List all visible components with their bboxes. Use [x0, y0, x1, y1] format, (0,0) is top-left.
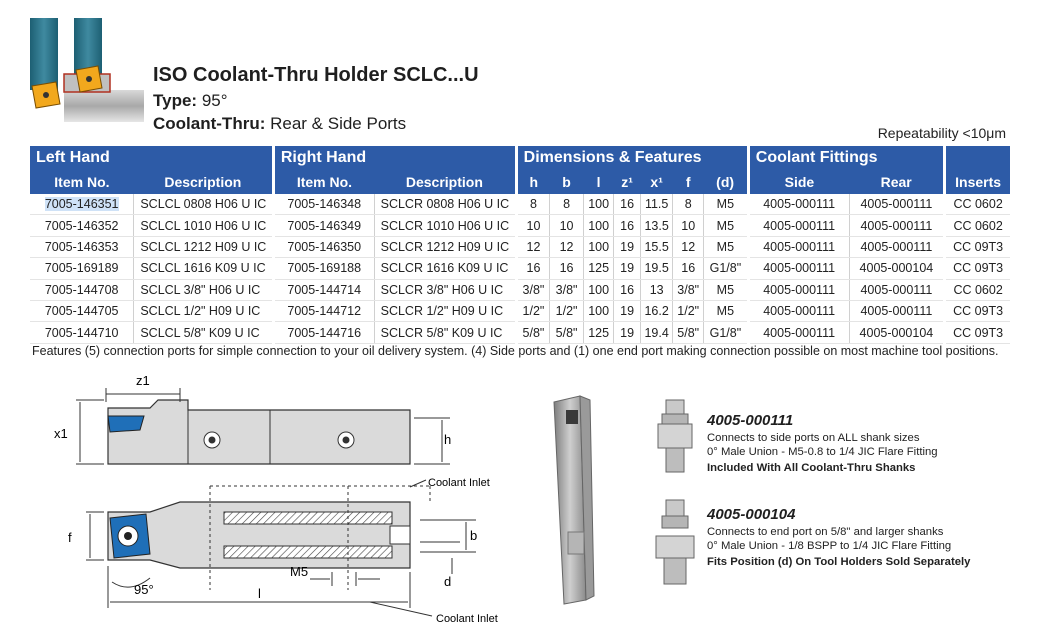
type-label: Type: [153, 91, 198, 110]
cell-b: 12 [550, 236, 584, 257]
cell-side: 4005-000111 [748, 236, 849, 257]
cell-b: 5/8" [550, 322, 584, 343]
col-side: Side [748, 170, 849, 194]
dim-l: l [258, 586, 261, 601]
cell-inserts: CC 0602 [945, 279, 1010, 300]
cell-x1: 15.5 [640, 236, 673, 257]
cell-side: 4005-000111 [748, 194, 849, 215]
lh-description: SCLCL 1212 H09 U IC [134, 236, 273, 257]
repeatability-note: Repeatability <10μm [877, 125, 1006, 141]
rh-description: SCLCR 0808 H06 U IC [374, 194, 516, 215]
type-line [153, 91, 228, 111]
cell-side: 4005-000111 [748, 215, 849, 236]
cell-inserts: CC 09T3 [945, 300, 1010, 321]
cell-b: 16 [550, 258, 584, 279]
col-f: f [673, 170, 704, 194]
cell-x1: 19.5 [640, 258, 673, 279]
cell-l: 125 [583, 322, 614, 343]
rh-item-no: 7005-144714 [273, 279, 374, 300]
cell-b: 8 [550, 194, 584, 215]
cell-z1: 16 [614, 194, 640, 215]
type-value: 95° [201, 91, 228, 110]
cell-inserts: CC 0602 [945, 215, 1010, 236]
cell-d: G1/8" [703, 258, 748, 279]
side-view [76, 388, 450, 464]
cell-f: 8 [673, 194, 704, 215]
cell-l: 100 [583, 194, 614, 215]
cell-h: 5/8" [516, 322, 550, 343]
table-row [30, 194, 1010, 215]
cell-rear: 4005-000111 [849, 279, 945, 300]
dim-d: d [444, 574, 452, 589]
cell-l: 100 [583, 300, 614, 321]
dim-z1: z1 [136, 373, 150, 388]
group-right-hand: Right Hand [273, 146, 516, 170]
fitting-1-note: Included With All Coolant-Thru Shanks [707, 462, 916, 474]
lh-item-no: 7005-144708 [30, 279, 134, 300]
cell-f: 5/8" [673, 322, 704, 343]
cell-l: 100 [583, 215, 614, 236]
cell-x1: 13.5 [640, 215, 673, 236]
cell-f: 3/8" [673, 279, 704, 300]
cell-z1: 16 [614, 279, 640, 300]
lh-item-no: 7005-144710 [30, 322, 134, 343]
lh-item-no[interactable]: 7005-146351 [30, 194, 134, 215]
col-d: (d) [703, 170, 748, 194]
cell-side: 4005-000111 [748, 279, 849, 300]
fitting-icon-1 [650, 396, 700, 486]
coolant-label: Coolant-Thru: [153, 114, 266, 133]
cell-side: 4005-000111 [748, 322, 849, 343]
cell-z1: 19 [614, 322, 640, 343]
group-coolant: Coolant Fittings [748, 146, 944, 170]
rh-description: SCLCR 1010 H06 U IC [374, 215, 516, 236]
col-rh-desc: Description [374, 170, 516, 194]
cell-side: 4005-000111 [748, 258, 849, 279]
lh-description: SCLCL 3/8" H06 U IC [134, 279, 273, 300]
fitting-2-note: Fits Position (d) On Tool Holders Sold Separately [707, 556, 971, 568]
lh-description: SCLCL 1010 H06 U IC [134, 215, 273, 236]
cell-rear: 4005-000104 [849, 322, 945, 343]
features-text: Features (5) connection ports for simple connection to your oil delivery system. (4) Side ports and (1) one end port making connection possible on most machine tool positions. [32, 344, 999, 358]
cell-x1: 11.5 [640, 194, 673, 215]
cell-f: 10 [673, 215, 704, 236]
rh-description: SCLCR 1616 K09 U IC [374, 258, 516, 279]
fitting-2-line2: 0° Male Union - 1/8 BSPP to 1/4 JIC Flare Fitting [707, 540, 952, 552]
col-h: h [516, 170, 550, 194]
holder-drawing [40, 372, 520, 636]
table-row [30, 215, 1010, 236]
rh-item-no: 7005-146350 [273, 236, 374, 257]
dim-b: b [470, 528, 478, 543]
coolant-line [153, 114, 406, 134]
cell-f: 16 [673, 258, 704, 279]
cell-d: G1/8" [703, 322, 748, 343]
col-inserts: Inserts [945, 170, 1010, 194]
rh-description: SCLCR 5/8" K09 U IC [374, 322, 516, 343]
col-l: l [583, 170, 614, 194]
cell-d: M5 [703, 300, 748, 321]
cell-h: 1/2" [516, 300, 550, 321]
cell-rear: 4005-000111 [849, 236, 945, 257]
fitting-2-line1: Connects to end port on 5/8" and larger shanks [707, 526, 944, 538]
cell-z1: 19 [614, 300, 640, 321]
lh-item-no: 7005-169189 [30, 258, 134, 279]
dim-x1: x1 [54, 426, 68, 441]
rh-item-no: 7005-146348 [273, 194, 374, 215]
cell-rear: 4005-000111 [849, 194, 945, 215]
rh-item-no: 7005-146349 [273, 215, 374, 236]
lh-description: SCLCL 0808 H06 U IC [134, 194, 273, 215]
rh-item-no: 7005-144716 [273, 322, 374, 343]
col-lh-item: Item No. [30, 170, 134, 194]
table-row [30, 322, 1010, 343]
fitting-2-part-no: 4005-000104 [707, 506, 796, 523]
cell-h: 16 [516, 258, 550, 279]
cell-d: M5 [703, 236, 748, 257]
cell-z1: 19 [614, 258, 640, 279]
coolant-inlet-top-label: Coolant Inlet [428, 477, 490, 489]
cell-f: 1/2" [673, 300, 704, 321]
cell-rear: 4005-000111 [849, 300, 945, 321]
cell-x1: 13 [640, 279, 673, 300]
cell-rear: 4005-000111 [849, 215, 945, 236]
cell-h: 8 [516, 194, 550, 215]
cell-rear: 4005-000104 [849, 258, 945, 279]
rh-description: SCLCR 1212 H09 U IC [374, 236, 516, 257]
cell-d: M5 [703, 215, 748, 236]
holder-logo [22, 14, 144, 138]
cell-f: 12 [673, 236, 704, 257]
cell-h: 12 [516, 236, 550, 257]
rh-item-no: 7005-144712 [273, 300, 374, 321]
col-x1: x¹ [640, 170, 673, 194]
fitting-1-line1: Connects to side ports on ALL shank sizes [707, 432, 920, 444]
coolant-value: Rear & Side Ports [270, 114, 407, 133]
cell-b: 10 [550, 215, 584, 236]
cell-x1: 19.4 [640, 322, 673, 343]
group-dimensions: Dimensions & Features [516, 146, 748, 170]
cell-side: 4005-000111 [748, 300, 849, 321]
cell-d: M5 [703, 194, 748, 215]
dim-f: f [68, 530, 72, 545]
cell-h: 3/8" [516, 279, 550, 300]
cell-z1: 19 [614, 236, 640, 257]
fitting-icon-2 [648, 496, 702, 592]
rh-description: SCLCR 1/2" H09 U IC [374, 300, 516, 321]
cell-x1: 16.2 [640, 300, 673, 321]
lh-description: SCLCL 5/8" K09 U IC [134, 322, 273, 343]
rh-item-no: 7005-169188 [273, 258, 374, 279]
cell-l: 125 [583, 258, 614, 279]
col-lh-desc: Description [134, 170, 273, 194]
table-row [30, 236, 1010, 257]
coolant-inlet-bottom-label: Coolant Inlet [436, 613, 498, 625]
col-b: b [550, 170, 584, 194]
cell-d: M5 [703, 279, 748, 300]
rh-description: SCLCR 3/8" H06 U IC [374, 279, 516, 300]
lh-description: SCLCL 1616 K09 U IC [134, 258, 273, 279]
holder-photo [540, 392, 650, 608]
fitting-1-line2: 0° Male Union - M5-0.8 to 1/4 JIC Flare Fitting [707, 446, 938, 458]
dim-angle: 95° [134, 582, 154, 597]
cell-l: 100 [583, 279, 614, 300]
col-z1: z¹ [614, 170, 640, 194]
lh-description: SCLCL 1/2" H09 U IC [134, 300, 273, 321]
cell-b: 1/2" [550, 300, 584, 321]
cell-inserts: CC 0602 [945, 194, 1010, 215]
table-row [30, 279, 1010, 300]
fitting-1-part-no: 4005-000111 [707, 412, 794, 429]
group-left-hand: Left Hand [30, 146, 273, 170]
cell-inserts: CC 09T3 [945, 236, 1010, 257]
col-rear: Rear [849, 170, 945, 194]
dim-h: h [444, 432, 452, 447]
lh-item-no: 7005-146352 [30, 215, 134, 236]
lh-item-no: 7005-144705 [30, 300, 134, 321]
lh-item-no: 7005-146353 [30, 236, 134, 257]
cell-inserts: CC 09T3 [945, 322, 1010, 343]
cell-l: 100 [583, 236, 614, 257]
cell-h: 10 [516, 215, 550, 236]
cell-b: 3/8" [550, 279, 584, 300]
cell-inserts: CC 09T3 [945, 258, 1010, 279]
dim-m5: M5 [290, 564, 309, 579]
table-row [30, 258, 1010, 279]
table-row [30, 300, 1010, 321]
spec-table [30, 146, 1010, 344]
col-rh-item: Item No. [273, 170, 374, 194]
cell-z1: 16 [614, 215, 640, 236]
page-title: ISO Coolant-Thru Holder SCLC...U [153, 64, 479, 86]
